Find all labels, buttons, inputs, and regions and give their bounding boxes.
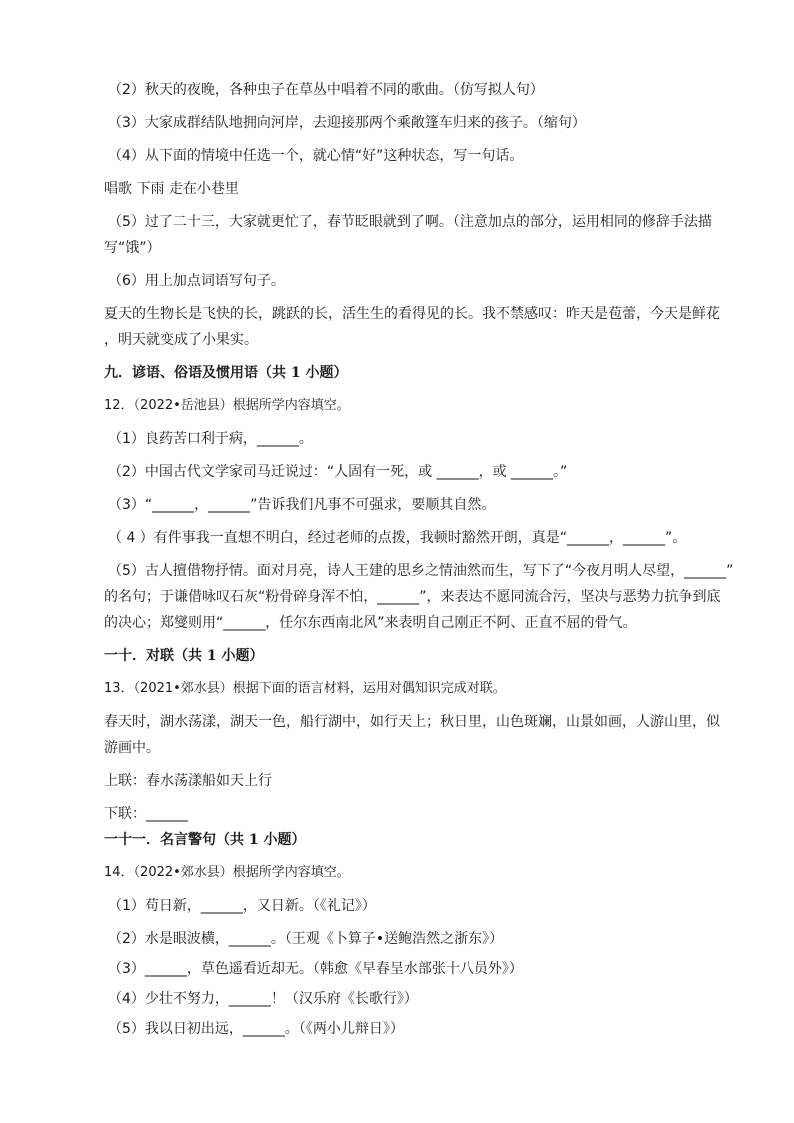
- section-9-heading: 九．谚语、俗语及惯用语（共 1 小题）: [104, 365, 348, 381]
- lake-passage-cont: 游画中。: [104, 740, 160, 756]
- scenario-options: 唱歌 下雨 走在小巷里: [104, 181, 239, 197]
- lake-passage: 春天时，湖水荡漾，湖天一色，船行湖中，如行天上；秋日里，山色斑斓，山景如画，人游山里，似: [104, 714, 720, 730]
- question-5-rhetoric: （5）过了二十三，大家就更忙了，春节眨眼就到了啊。（注意加点的部分，运用相同的修辞手法描: [108, 214, 712, 230]
- section-11-heading: 一十一．名言警句（共 1 小题）: [104, 832, 306, 848]
- question-12-4: （ 4 ）有件事我一直想不明白，经过老师的点拨，我顿时豁然开朗，真是“______，______”。: [108, 530, 687, 546]
- question-5-rhetoric-cont: 写“饿”）: [104, 240, 161, 256]
- question-12-5-cont1: 的名句；于谦借咏叹石灰“粉骨碎身浑不怕，______”，来表达不愿同流合污，坚决与恶势力抗争到底: [104, 589, 721, 605]
- question-3-condense: （3）大家成群结队地拥向河岸，去迎接那两个乘敞篷车归来的孩子。（缩句）: [108, 115, 586, 131]
- question-6-sentence: （6）用上加点词语写句子。: [108, 273, 285, 289]
- question-12-5: （5）古人擅借物抒情。面对月亮，诗人王建的思乡之情油然而生，写下了“今夜月明人尽望，______”: [108, 563, 734, 579]
- question-14-4: （4）少壮不努力，______！（汉乐府《长歌行》）: [108, 991, 418, 1007]
- question-14-5: （5）我以日初出远，______。（《两小儿辩日》）: [108, 1021, 404, 1037]
- question-12-2: （2）中国古代文学家司马迁说过：“人固有一死，或 ______，或 ______。”: [108, 464, 568, 480]
- summer-passage: 夏天的生物长是飞快的长，跳跃的长，活生生的看得见的长。我不禁感叹：昨天是苞蕾，今天是鲜花: [104, 306, 720, 322]
- question-12-stem: 12．（2022•岳池县）根据所学内容填空。: [104, 398, 350, 413]
- question-14-1: （1）苟日新，______，又日新。（《礼记》）: [108, 898, 376, 914]
- question-14-3: （3）______，草色遥看近却无。（韩愈《早春呈水部张十八员外》）: [108, 961, 523, 977]
- couplet-second-line: 下联：______: [104, 806, 188, 822]
- question-12-1: （1）良药苦口利于病，______。: [108, 431, 313, 447]
- question-12-3: （3）“______，______”告诉我们凡事不可强求，要顺其自然。: [108, 497, 496, 513]
- summer-passage-cont: ，明天就变成了小果实。: [104, 332, 258, 348]
- question-2-imitation: （2）秋天的夜晚，各种虫子在草丛中唱着不同的歌曲。（仿写拟人句）: [108, 82, 544, 98]
- couplet-first-line: 上联：春水荡漾船如天上行: [104, 773, 272, 789]
- question-13-stem: 13．（2021•郊水县）根据下面的语言材料，运用对偶知识完成对联。: [104, 681, 506, 696]
- section-10-heading: 一十．对联（共 1 小题）: [104, 648, 264, 664]
- question-12-5-cont2: 的决心；郑燮则用“______，任尔东西南北风”来表明自己刚正不阿、正直不屈的骨气。: [104, 615, 637, 631]
- question-14-2: （2）水是眼波横，______。（王观《卜算子•送鲍浩然之浙东》）: [108, 931, 504, 947]
- question-4-mood: （4）从下面的情境中任选一个，就心情“好”这种状态，写一句话。: [108, 148, 524, 164]
- question-14-stem: 14．（2022•郊水县）根据所学内容填空。: [104, 865, 350, 880]
